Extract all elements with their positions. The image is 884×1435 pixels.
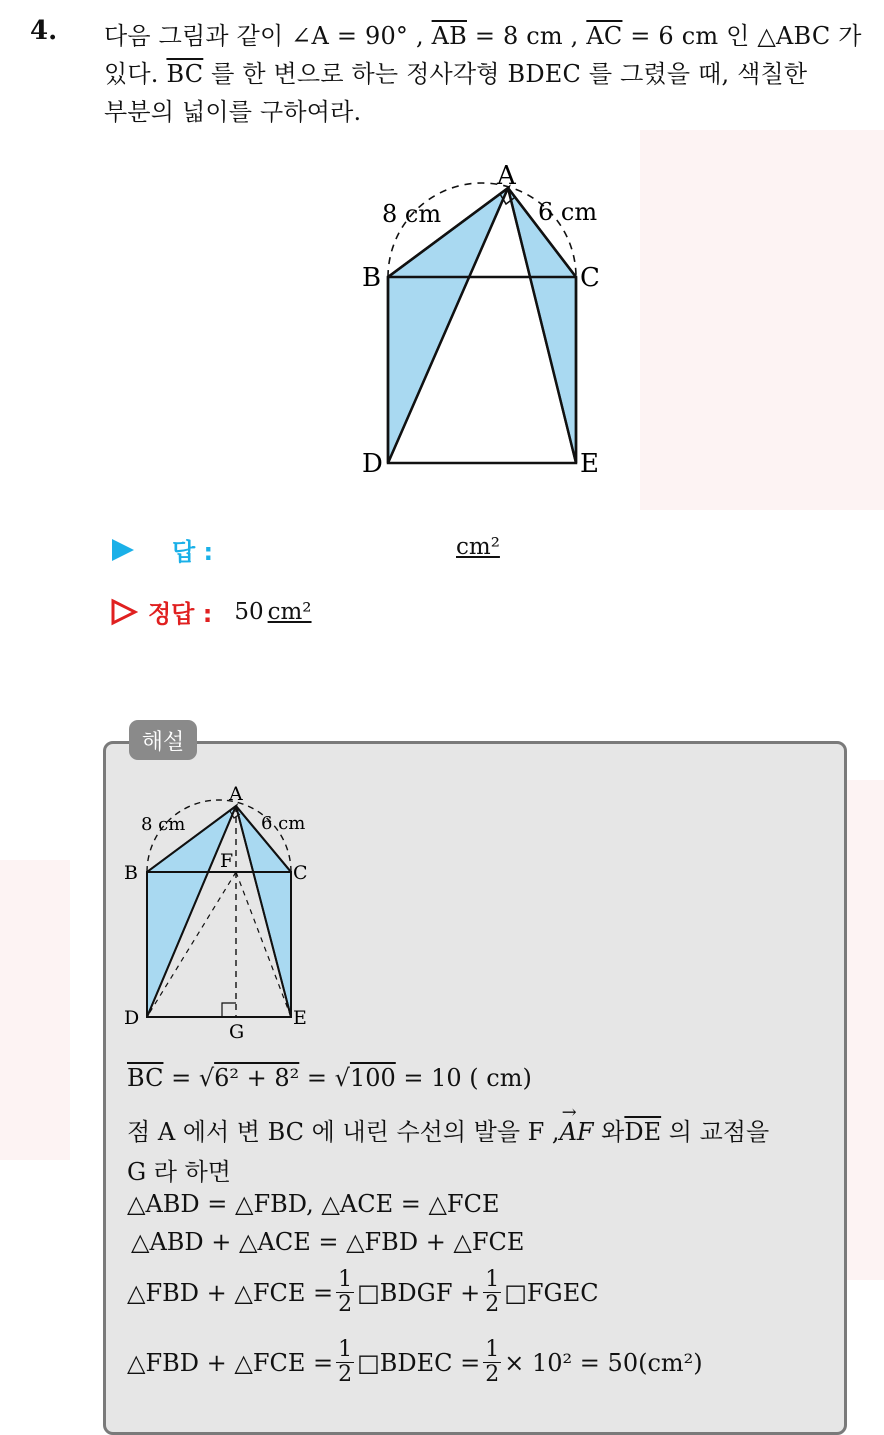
right-angle-mark <box>222 1003 236 1017</box>
equation-term: □FGEC <box>504 1278 599 1307</box>
correct-answer-row <box>110 594 312 629</box>
numerator: 1 <box>485 1337 500 1362</box>
correct-label: 정답 : <box>148 600 213 628</box>
question-line-2 <box>104 54 807 89</box>
denominator: 2 <box>485 1292 500 1318</box>
fraction-half <box>483 1338 501 1387</box>
solution-text: 와 <box>593 1118 625 1146</box>
label-e: E <box>293 1007 307 1029</box>
radicand: 6² + 8² <box>214 1064 300 1092</box>
numerator: 1 <box>485 1267 500 1292</box>
label-c: C <box>580 263 600 293</box>
label-ac-length: 6 cm <box>538 198 598 226</box>
equation-term: □BDGF + <box>357 1278 481 1307</box>
label-c: C <box>293 862 308 884</box>
question-number: 4. <box>30 16 58 46</box>
label-ab-length: 8 cm <box>141 814 186 835</box>
sqrt-expression: √6² + 8² <box>198 1064 300 1092</box>
label-d: D <box>124 1007 140 1029</box>
label-a: A <box>497 161 516 191</box>
numerator: 1 <box>338 1337 353 1362</box>
equation-lhs: △FBD + △FCE = <box>127 1348 334 1377</box>
fraction-half <box>336 1338 354 1387</box>
solution-line-5: △ABD + △ACE = △FBD + △FCE <box>131 1228 525 1256</box>
question-figure <box>340 160 640 490</box>
correct-unit: cm² <box>267 598 312 625</box>
correct-value: 50 <box>234 598 264 625</box>
equation-term: □BDEC = <box>357 1348 481 1377</box>
answer-unit: cm² <box>456 534 500 560</box>
equation-lhs: △FBD + △FCE = <box>127 1278 334 1307</box>
question-text: 다음 그림과 같이 ∠A = 90° , <box>104 22 432 50</box>
solution-line-1 <box>127 1064 532 1092</box>
label-b: B <box>124 862 138 884</box>
solution-figure <box>118 780 328 1045</box>
equals: = <box>163 1064 199 1092</box>
equation-term: × 10² = 50(cm²) <box>504 1348 703 1377</box>
question-text: = 8 cm , <box>466 22 587 50</box>
answer-label: 답 : <box>172 538 214 566</box>
solution-tag: 해설 <box>129 720 197 760</box>
segment-ab: $\overline{AB}$ <box>431 22 467 50</box>
sqrt-expression: √100 <box>334 1064 396 1092</box>
solution-line-3: G 라 하면 <box>127 1158 231 1186</box>
solution-line-2 <box>127 1102 770 1147</box>
solution-line-6 <box>127 1268 599 1317</box>
label-d: D <box>362 449 383 479</box>
equals: = <box>299 1064 335 1092</box>
question-line-3: 부분의 넓이를 구하여라. <box>104 98 362 126</box>
vector-af-label: AF <box>559 1118 594 1146</box>
vector-af: → AF <box>559 1102 594 1146</box>
play-triangle-icon <box>110 537 136 563</box>
denominator: 2 <box>338 1362 353 1388</box>
solution-text: 의 교점을 <box>661 1118 770 1146</box>
label-b: B <box>362 263 382 293</box>
solution-text: 점 A 에서 변 BC 에 내린 수선의 발을 F , <box>127 1118 560 1146</box>
question-text: 있다. <box>104 60 167 88</box>
segment-bc: $\overline{BC}$ <box>127 1064 164 1092</box>
solution-line-4: △ABD = △FBD, △ACE = △FCE <box>127 1190 500 1218</box>
radicand: 100 <box>349 1064 396 1092</box>
solution-line-7 <box>127 1338 703 1387</box>
denominator: 2 <box>338 1292 353 1318</box>
question-text: 를 한 변으로 하는 정사각형 BDEC 를 그렸을 때, 색칠한 <box>203 60 808 88</box>
label-f: F <box>220 850 234 872</box>
question-text: = 6 cm 인 △ABC 가 <box>622 22 862 50</box>
label-a: A <box>229 783 243 805</box>
segment-bc: $\overline{BC}$ <box>166 60 204 88</box>
fraction-half <box>483 1268 501 1317</box>
answer-row <box>110 532 213 567</box>
question-line-1 <box>104 16 862 51</box>
outline-play-triangle-icon <box>110 598 138 626</box>
label-g: G <box>229 1021 245 1043</box>
denominator: 2 <box>485 1362 500 1388</box>
result: = 10 ( cm) <box>395 1064 532 1092</box>
segment-ac: $\overline{AC}$ <box>586 22 623 50</box>
answer-input[interactable] <box>452 534 504 560</box>
label-ab-length: 8 cm <box>382 200 442 228</box>
segment-de: $\overline{DE}$ <box>624 1118 662 1146</box>
label-e: E <box>580 449 599 479</box>
label-ac-length: 6 cm <box>261 813 306 834</box>
numerator: 1 <box>338 1267 353 1292</box>
fraction-half <box>336 1268 354 1317</box>
